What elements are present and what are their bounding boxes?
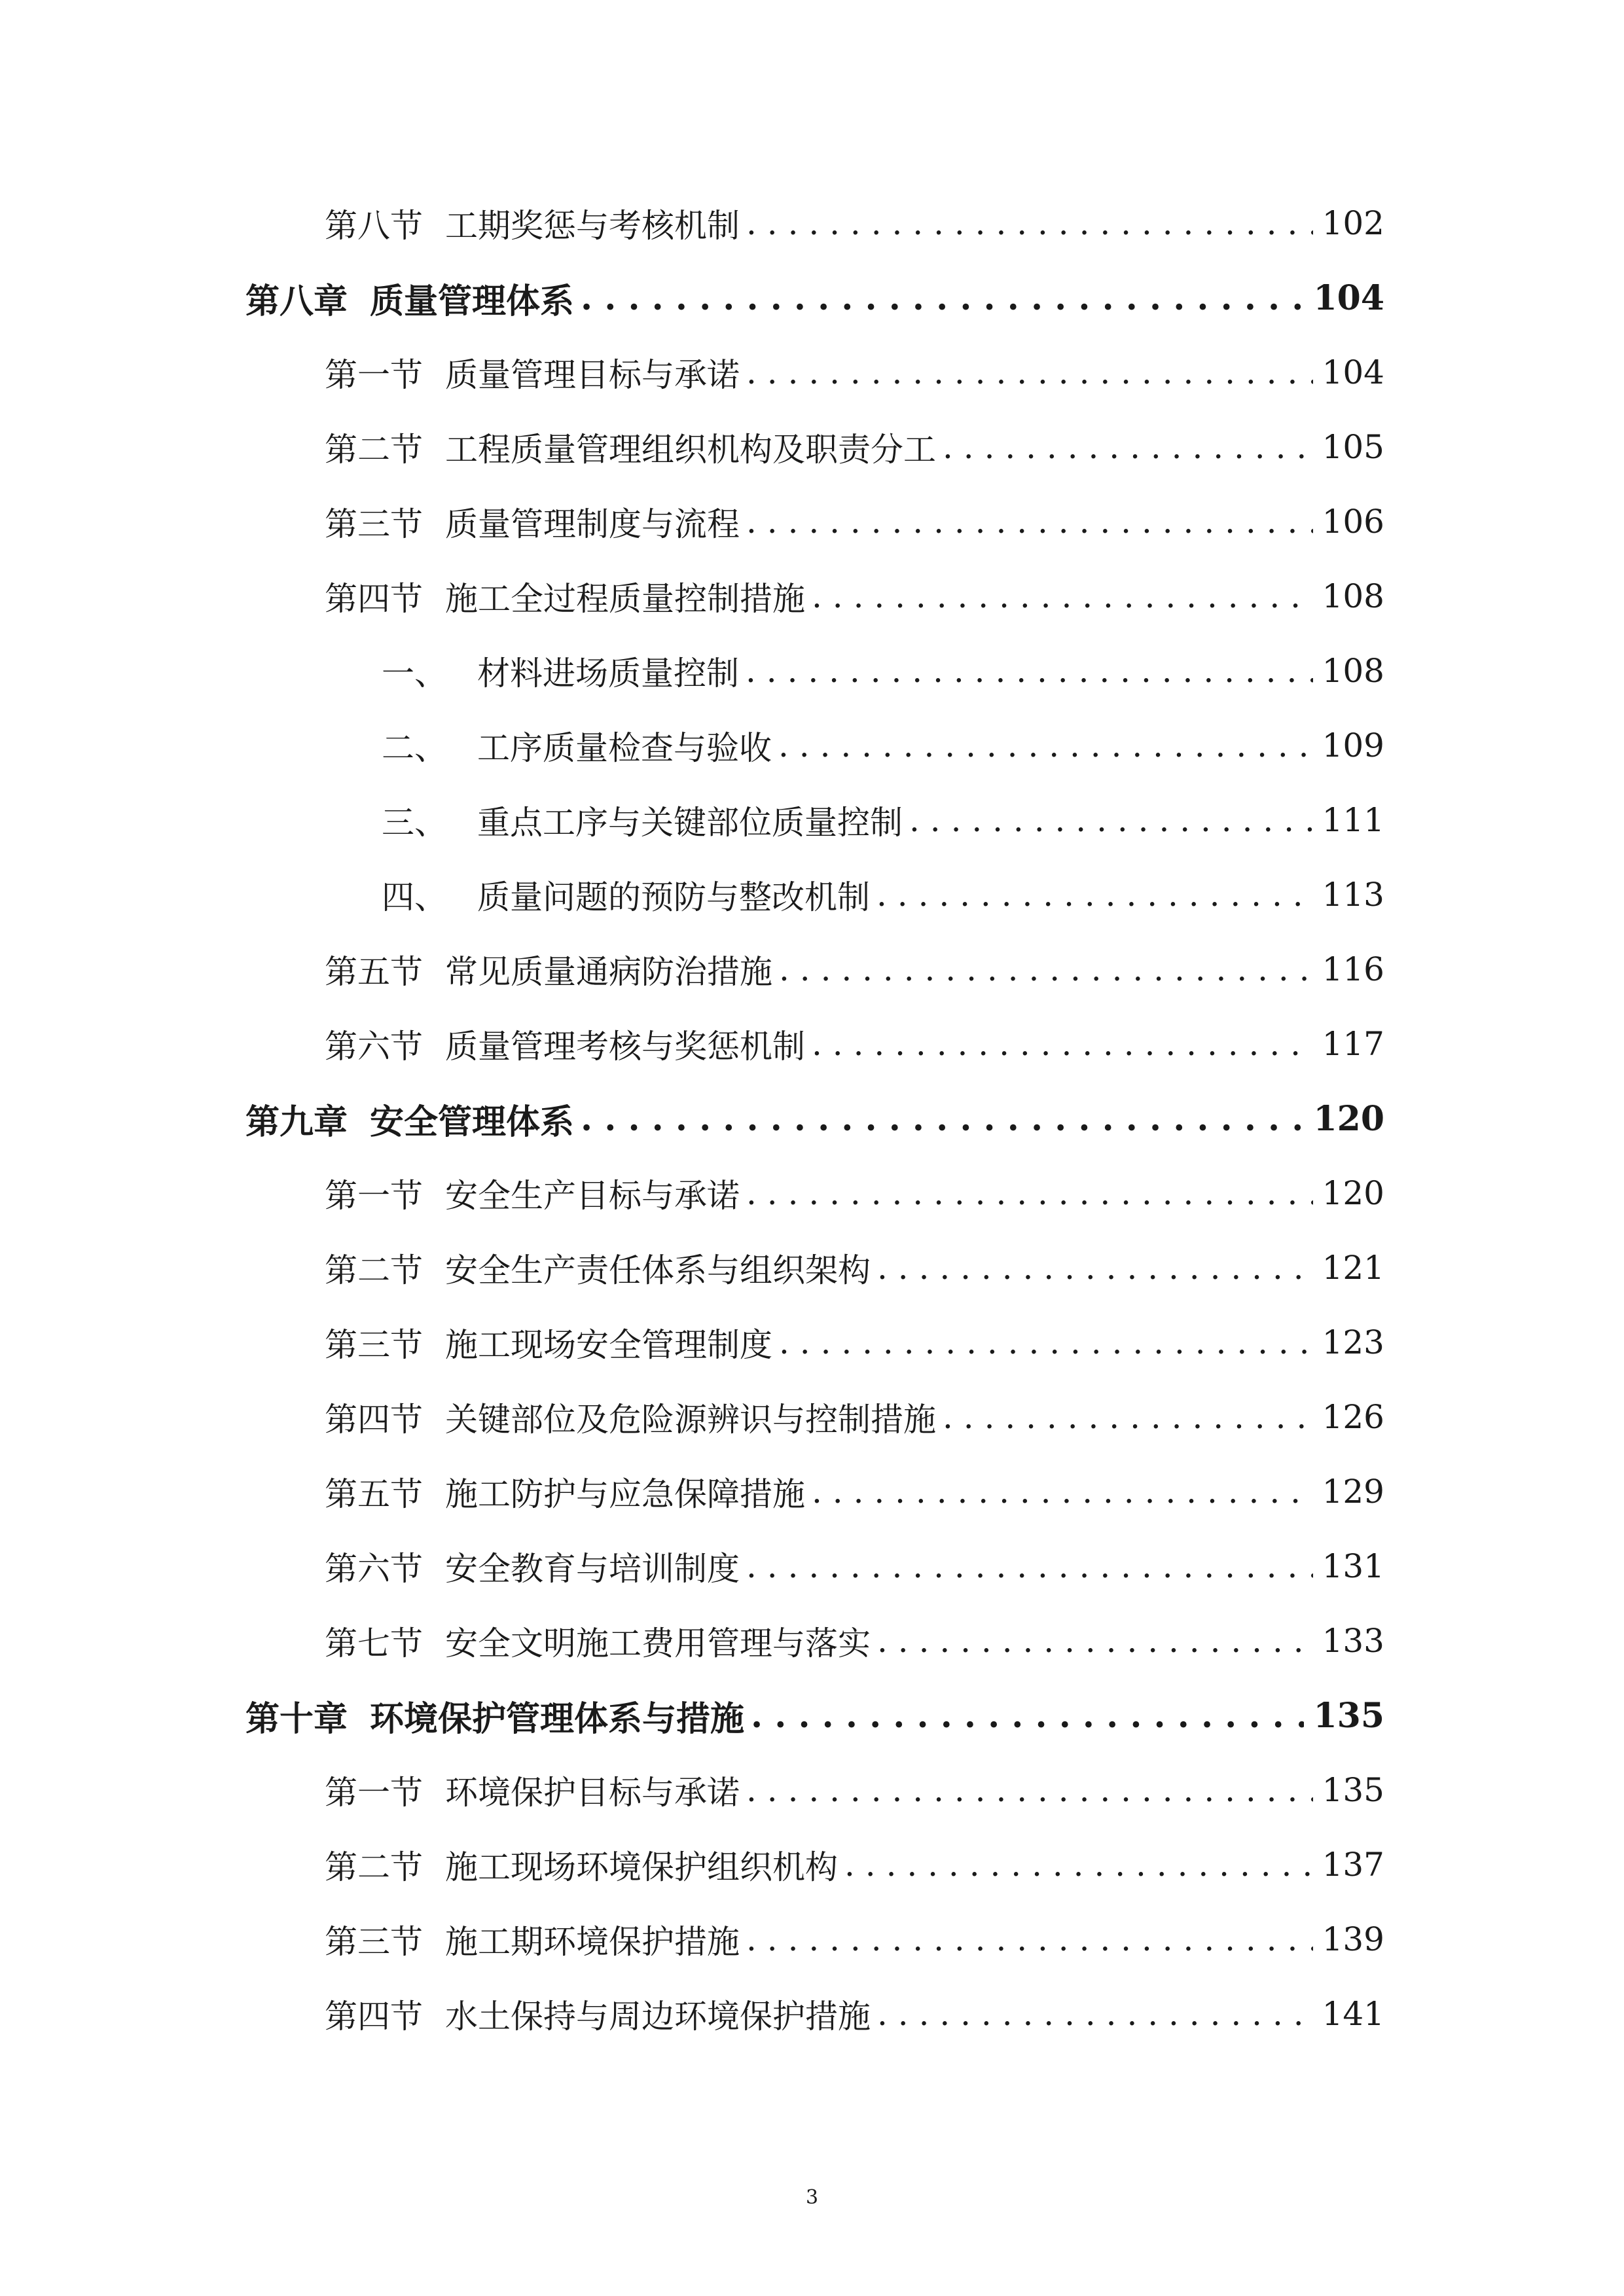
toc-entry-title: 质量管理体系: [370, 281, 575, 321]
toc-entry-number: 第四节: [325, 580, 423, 618]
toc-entry-page: 108: [1322, 577, 1384, 615]
dot-leader: [581, 278, 1304, 318]
toc-entry-page: 104: [1322, 353, 1384, 391]
dot-leader: [746, 652, 1313, 690]
dot-leader: [877, 1622, 1313, 1660]
toc-entry-title: 工序质量检查与验收: [477, 729, 772, 767]
toc-entry-title: 质量问题的预防与整改机制: [477, 878, 870, 916]
toc-entry-page: 116: [1322, 950, 1384, 988]
toc-entry-number: 第一节: [325, 1774, 423, 1812]
toc-entry[interactable]: [0, 1007, 1624, 1081]
toc-entry-title: 质量管理考核与奖惩机制: [445, 1028, 805, 1066]
toc-entry-page: 135: [1313, 1695, 1384, 1736]
toc-entry-page: 106: [1322, 503, 1384, 541]
toc-entry-title: 施工现场环境保护组织机构: [445, 1848, 838, 1886]
toc-entry-number: 第三节: [325, 1326, 423, 1364]
toc-entry-page: 104: [1313, 278, 1384, 318]
toc-entry-page: 108: [1322, 652, 1384, 690]
toc-entry-number: 第四节: [325, 1998, 423, 2036]
toc-entry-page: 131: [1322, 1547, 1384, 1585]
toc-entry-number: 第五节: [325, 1475, 423, 1513]
toc-entry-page: 102: [1322, 204, 1384, 242]
toc-entry-number: 第十章: [245, 1698, 348, 1739]
toc-entry-page: 120: [1322, 1174, 1384, 1212]
dot-leader: [812, 577, 1313, 615]
toc-entry[interactable]: [0, 1454, 1624, 1529]
dot-leader: [778, 726, 1313, 764]
dot-leader: [746, 1771, 1313, 1809]
toc-entry-title: 环境保护管理体系与措施: [370, 1698, 745, 1739]
toc-entry[interactable]: [0, 1529, 1624, 1604]
dot-leader: [779, 1323, 1313, 1361]
toc-entry-number: 二、: [382, 729, 447, 767]
toc-entry-page: 120: [1313, 1098, 1384, 1139]
toc-entry-page: 121: [1322, 1249, 1384, 1287]
toc-entry[interactable]: [0, 1156, 1624, 1230]
toc-entry-number: 第二节: [325, 1251, 423, 1289]
toc-entry-title: 水土保持与周边环境保护措施: [445, 1998, 871, 2036]
toc-entry-title: 施工期环境保护措施: [445, 1923, 740, 1961]
dot-leader: [909, 801, 1313, 839]
toc-entry-title: 材料进场质量控制: [477, 655, 739, 692]
toc-entry-page: 105: [1322, 428, 1384, 466]
toc-entry-number: 三、: [382, 804, 447, 842]
toc-entry-page: 133: [1322, 1622, 1384, 1660]
toc-entry-page: 137: [1322, 1846, 1384, 1884]
toc-entry-title: 施工防护与应急保障措施: [445, 1475, 805, 1513]
toc-entry-number: 第八章: [245, 281, 348, 321]
page-number: 3: [805, 2186, 819, 2209]
dot-leader: [876, 876, 1313, 914]
toc-subentry[interactable]: [0, 634, 1624, 708]
dot-leader: [943, 428, 1313, 466]
toc-entry[interactable]: [0, 1753, 1624, 1827]
toc-entry-page: 126: [1322, 1398, 1384, 1436]
toc-entry-page: 113: [1322, 876, 1384, 914]
dot-leader: [812, 1473, 1313, 1511]
toc-entry-page: 139: [1322, 1920, 1384, 1958]
toc-entry[interactable]: [0, 335, 1624, 410]
dot-leader: [812, 1025, 1313, 1063]
toc-entry-title: 安全生产目标与承诺: [445, 1177, 740, 1215]
toc-entry-number: 四、: [382, 878, 447, 916]
toc-entry[interactable]: [0, 559, 1624, 634]
toc-entry-number: 第六节: [325, 1550, 423, 1588]
toc-entry-number: 第七节: [325, 1624, 423, 1662]
toc-entry-number: 第五节: [325, 953, 423, 991]
toc-entry-number: 一、: [382, 655, 447, 692]
toc-entry-title: 质量管理制度与流程: [445, 505, 740, 543]
toc-entry-title: 安全管理体系: [370, 1102, 575, 1142]
dot-leader: [877, 1249, 1313, 1287]
toc-subentry[interactable]: [0, 857, 1624, 932]
dot-leader: [746, 1547, 1313, 1585]
toc-entry-page: 109: [1322, 726, 1384, 764]
toc-entry-number: 第六节: [325, 1028, 423, 1066]
toc-entry-title: 环境保护目标与承诺: [445, 1774, 740, 1812]
dot-leader: [877, 1995, 1313, 2033]
toc-entry[interactable]: [0, 1305, 1624, 1380]
dot-leader: [746, 1920, 1313, 1958]
dot-leader: [746, 204, 1313, 242]
toc-chapter-entry[interactable]: [0, 1081, 1624, 1156]
toc-entry[interactable]: [0, 410, 1624, 484]
dot-leader: [844, 1846, 1313, 1884]
toc-entry-number: 第二节: [325, 431, 423, 469]
dot-leader: [581, 1099, 1304, 1139]
dot-leader: [751, 1696, 1304, 1736]
toc-entry-page: 135: [1322, 1771, 1384, 1809]
toc-entry[interactable]: [0, 1977, 1624, 2051]
toc-entry-title: 安全生产责任体系与组织架构: [445, 1251, 871, 1289]
toc-entry[interactable]: [0, 1827, 1624, 1902]
toc-entry[interactable]: [0, 1902, 1624, 1977]
toc-entry-page: 111: [1322, 801, 1384, 839]
toc-chapter-entry[interactable]: [0, 260, 1624, 335]
toc-entry-title: 关键部位及危险源辨识与控制措施: [445, 1401, 936, 1439]
toc-entry-title: 工程质量管理组织机构及职责分工: [445, 431, 936, 469]
toc-entry[interactable]: [0, 1230, 1624, 1305]
toc-entry-page: 141: [1322, 1995, 1384, 2033]
toc-entry-page: 123: [1322, 1323, 1384, 1361]
toc-entry[interactable]: [0, 1604, 1624, 1678]
toc-entry-title: 重点工序与关键部位质量控制: [477, 804, 903, 842]
dot-leader: [746, 503, 1313, 541]
toc-entry-title: 施工现场安全管理制度: [445, 1326, 772, 1364]
toc-entry-page: 117: [1322, 1025, 1384, 1063]
toc-entry[interactable]: [0, 932, 1624, 1007]
toc-subentry[interactable]: [0, 783, 1624, 857]
toc-entry-number: 第二节: [325, 1848, 423, 1886]
toc-entry-title: 安全文明施工费用管理与落实: [445, 1624, 871, 1662]
dot-leader: [746, 353, 1313, 391]
toc-entry-title: 安全教育与培训制度: [445, 1550, 740, 1588]
toc-entry-number: 第一节: [325, 356, 423, 394]
toc-entry-title: 施工全过程质量控制措施: [445, 580, 805, 618]
toc-entry-number: 第三节: [325, 505, 423, 543]
toc-entry-number: 第三节: [325, 1923, 423, 1961]
toc-entry-page: 129: [1322, 1473, 1384, 1511]
dot-leader: [746, 1174, 1313, 1212]
toc-chapter-entry[interactable]: [0, 1678, 1624, 1753]
toc-entry[interactable]: [0, 1380, 1624, 1454]
toc-entry-title: 质量管理目标与承诺: [445, 356, 740, 394]
dot-leader: [943, 1398, 1313, 1436]
toc-entry-title: 常见质量通病防治措施: [445, 953, 772, 991]
toc-entry[interactable]: [0, 186, 1624, 260]
toc-entry-number: 第一节: [325, 1177, 423, 1215]
toc-subentry[interactable]: [0, 708, 1624, 783]
toc-entry[interactable]: [0, 484, 1624, 559]
toc-entry-number: 第四节: [325, 1401, 423, 1439]
toc-entry-title: 工期奖惩与考核机制: [445, 207, 740, 245]
toc-entry-number: 第九章: [245, 1102, 348, 1142]
dot-leader: [779, 950, 1313, 988]
toc-entry-number: 第八节: [325, 207, 423, 245]
